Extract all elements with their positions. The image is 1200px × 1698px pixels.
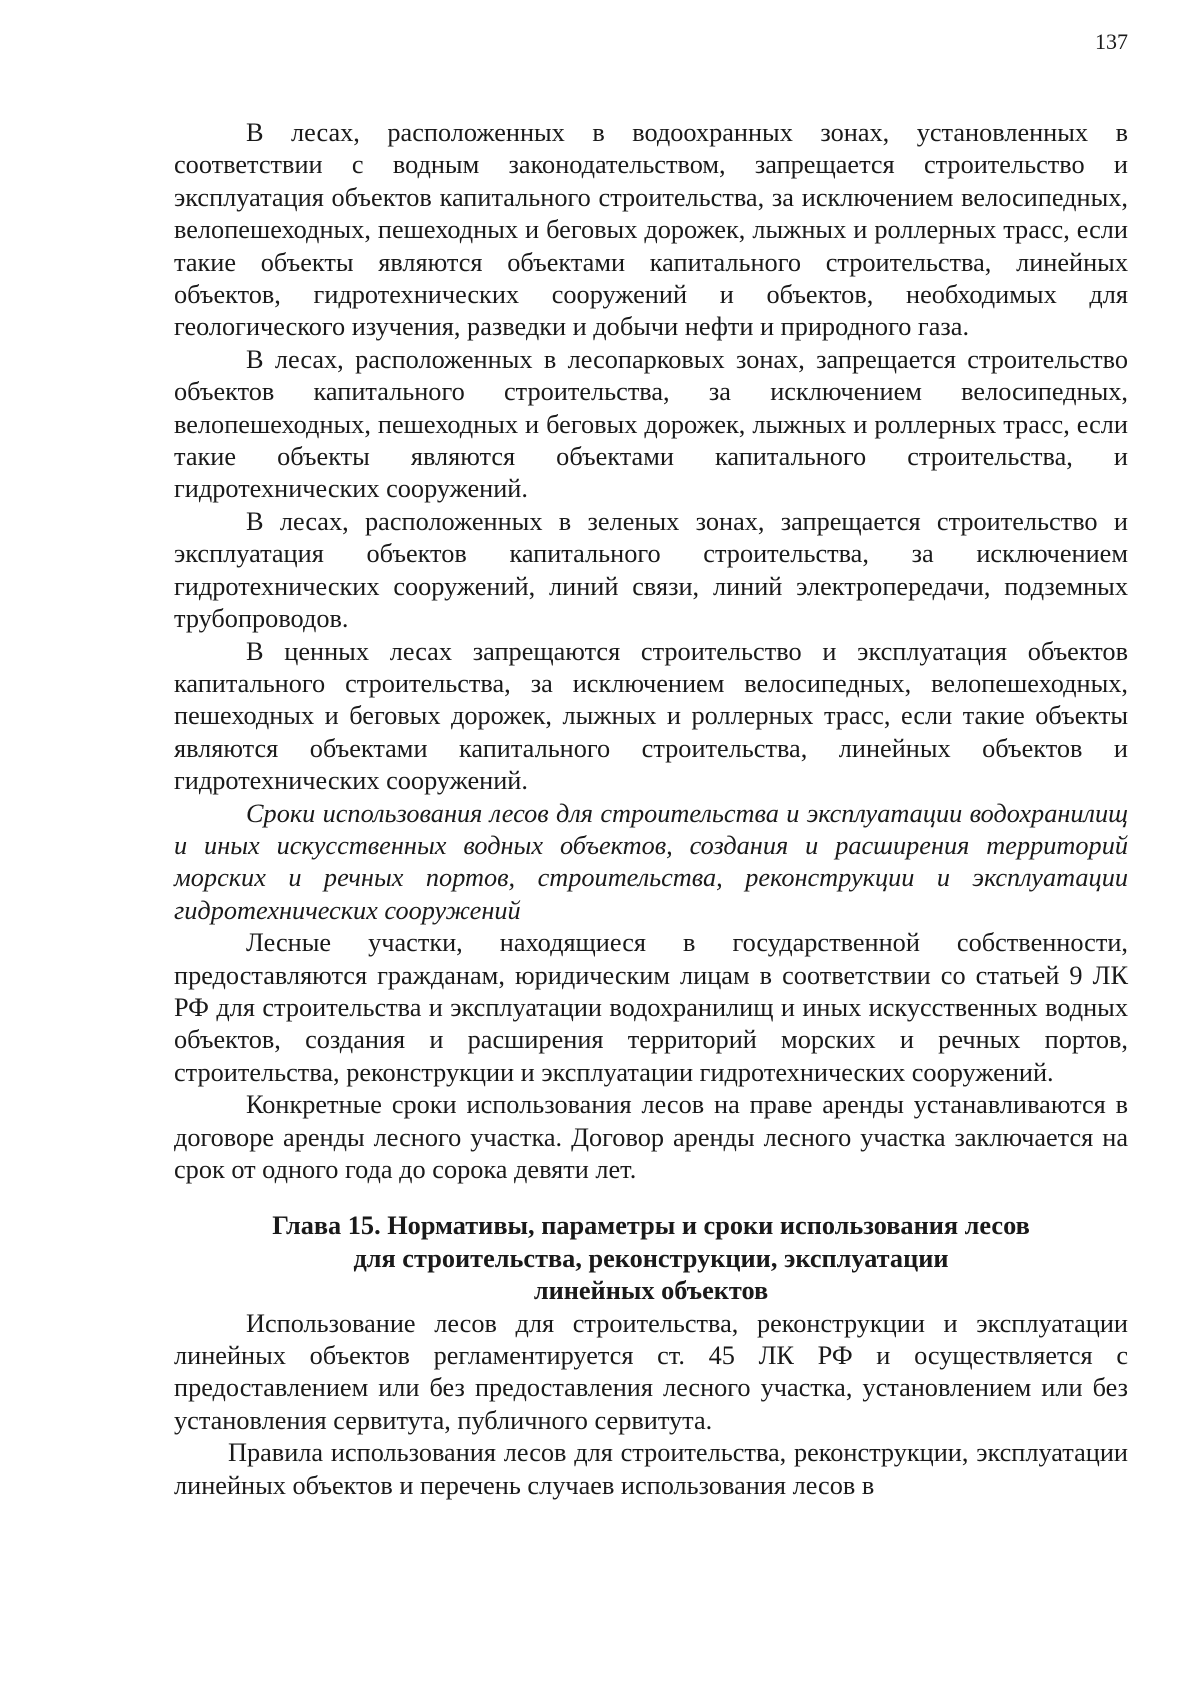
paragraph: Конкретные сроки использования лесов на праве аренды устанавливаются в договоре аренды лесного участка. Договор аренды лесного участка заключается на срок от одного года до сорока девяти лет. (174, 1090, 1128, 1184)
chapter-heading (174, 1210, 1128, 1307)
chapter-heading-line: Глава 15. Нормативы, параметры и сроки использования лесов (272, 1211, 1030, 1241)
paragraph: В ценных лесах запрещаются строительство и эксплуатация объектов капитального строительства, за исключением велосипедных, велопешеходных, пешеходных и беговых дорожек, лыжных и роллерных трасс, если такие объекты являются объектами капитального строительства, линейных объектов и гидротехнических сооружений. (174, 636, 1128, 796)
page-text (174, 117, 1128, 1502)
paragraph: Лесные участки, находящиеся в государственной собственности, предоставляются гражданам, юридическим лицам в соответствии со статьей 9 ЛК РФ для строительства и эксплуатации водохранилищ и иных искусственных водных объектов, создания и расширения территорий морских и речных портов, строительства, реконструкции и эксплуатации гидротехнических сооружений. (174, 928, 1128, 1087)
paragraph: В лесах, расположенных в лесопарковых зонах, запрещается строительство объектов капитального строительства, за исключением велосипедных, велопешеходных, пешеходных и беговых дорожек, лыжных и роллерных трасс, если такие объекты являются объектами капитального строительства, и гидротехнических сооружений. (174, 344, 1128, 504)
paragraph: Использование лесов для строительства, реконструкции и эксплуатации линейных объектов регламентируется ст. 45 ЛК РФ и осуществляется с предоставлением или без предоставления лесного участка, установлением или без установления сервитута, публичного сервитута. (174, 1308, 1128, 1435)
chapter-heading-line: линейных объектов (533, 1276, 769, 1306)
paragraph: В лесах, расположенных в зеленых зонах, запрещается строительство и эксплуатация объектов капитального строительства, за исключением гидротехнических сооружений, линий связи, линий электропередачи, подземных трубопроводов. (174, 506, 1128, 634)
chapter-heading-line: для строительства, реконструкции, эксплуатации (353, 1243, 949, 1273)
page-number: 137 (1095, 29, 1128, 54)
paragraph: В лесах, расположенных в водоохранных зонах, установленных в соответствии с водным законодательством, запрещается строительство и эксплуатация объектов капитального строительства, за исключением велосипедных, велопешеходных, пешеходных и беговых дорожек, лыжных и роллерных трасс, если такие объекты являются объектами капитального строительства, линейных объектов, гидротехнических сооружений и объектов, необходимых для геологического изучения, разведки и добычи нефти и природного газа. (174, 118, 1128, 342)
italic-subheading: Сроки использования лесов для строительства и эксплуатации водохранилищ и иных искусственных водных объектов, создания и расширения территорий морских и речных портов, строительства, реконструкции и эксплуатации гидротехнических сооружений (174, 798, 1128, 925)
paragraph: Правила использования лесов для строительства, реконструкции, эксплуатации линейных объектов и перечень случаев использования лесов в (174, 1438, 1128, 1500)
